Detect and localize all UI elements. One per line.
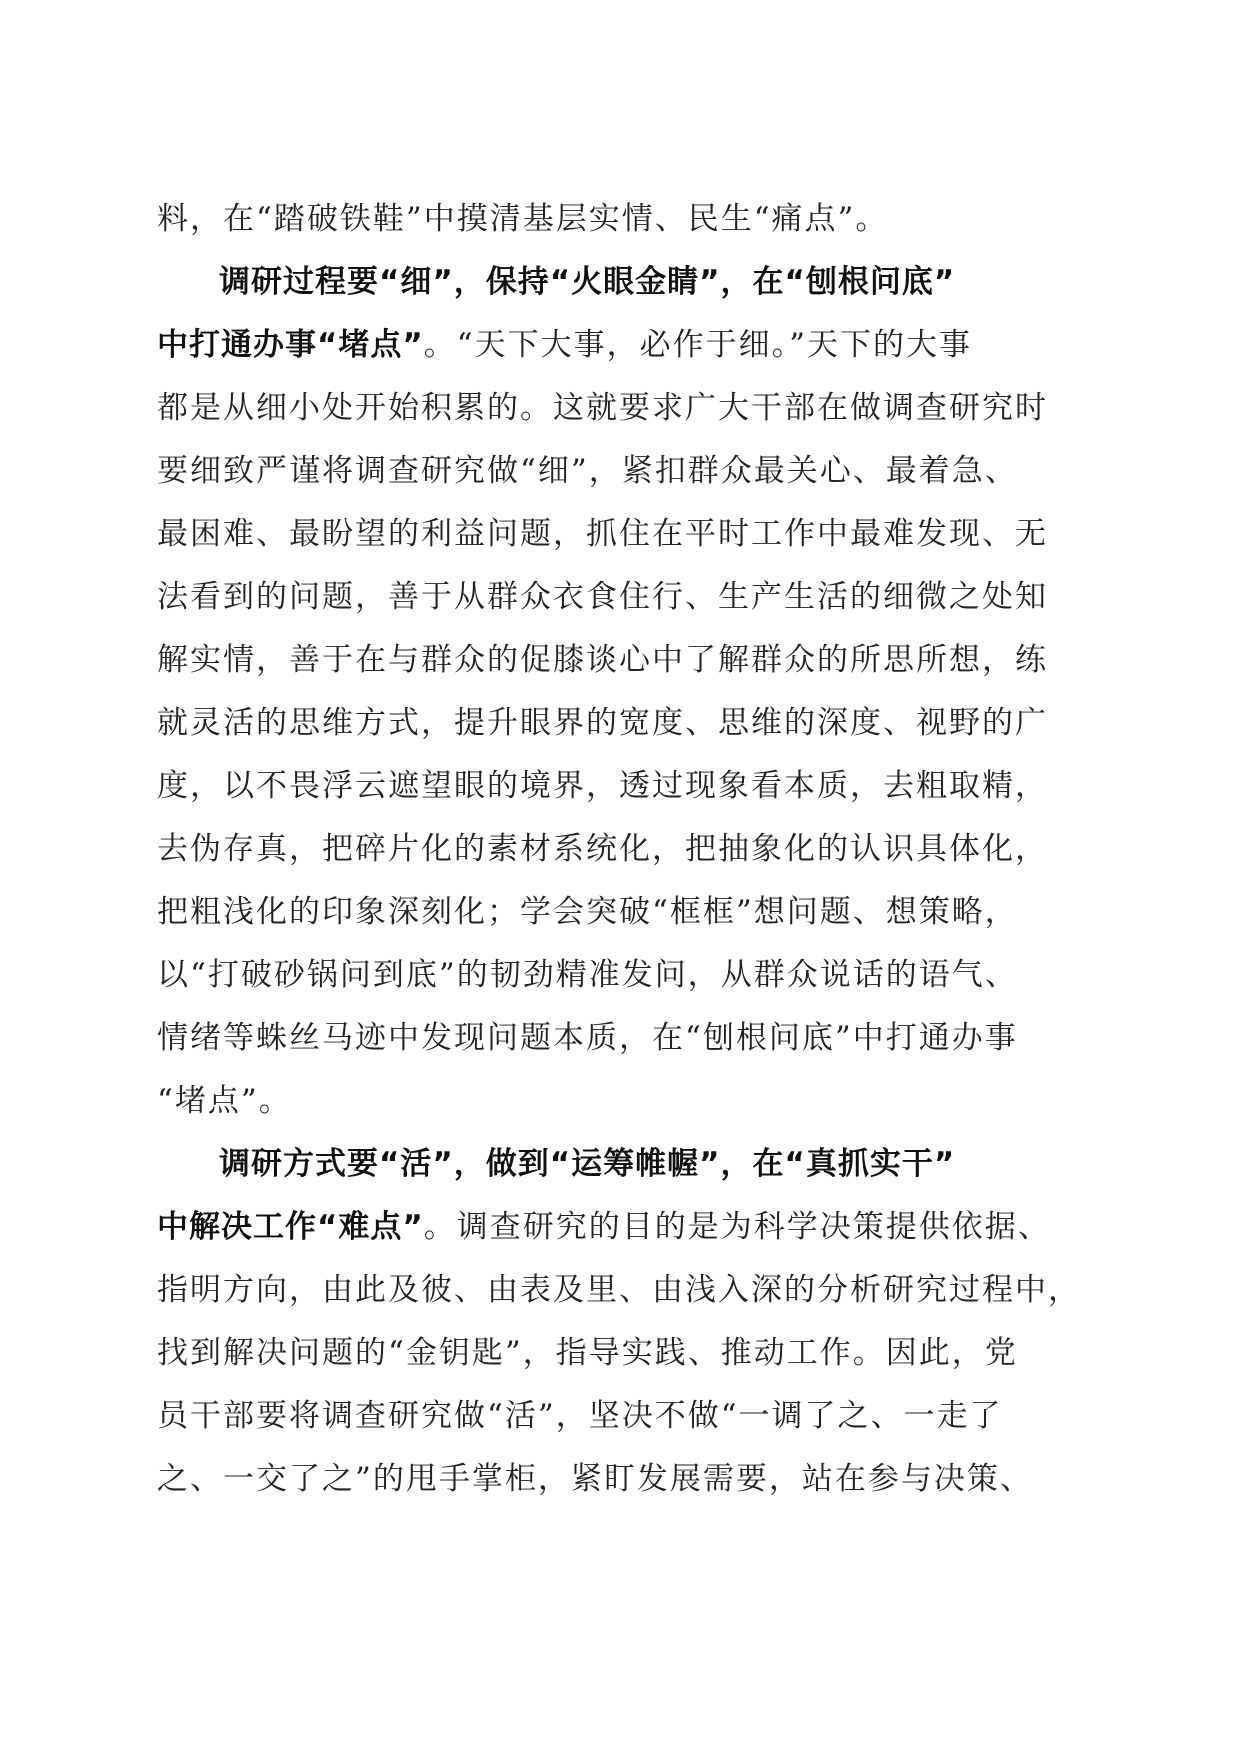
text-line: [157, 1070, 1097, 1133]
section-heading-line: [157, 314, 1097, 377]
text-line: [157, 881, 1097, 944]
line-text: 把粗浅化的印象深刻化；学会突破“框框”想问题、想策略，: [157, 894, 1018, 930]
line-text: 情绪等蛛丝马迹中发现问题本质，在“刨根问底”中打通办事: [157, 1020, 1018, 1056]
text-line: [157, 377, 1097, 440]
section-heading-line: [157, 1196, 1097, 1259]
section-heading: 中打通办事“堵点”: [157, 327, 424, 363]
text-line: [157, 629, 1097, 692]
line-text: “堵点”。: [157, 1083, 292, 1119]
text-line: [157, 944, 1097, 1007]
section-heading: 中解决工作“难点”: [157, 1209, 424, 1245]
line-text: 解实情，善于在与群众的促膝谈心中了解群众的所思所想，练: [157, 642, 1048, 678]
text-line: [157, 1385, 1097, 1448]
text-line: [157, 1448, 1097, 1511]
document-body: [157, 188, 1097, 1511]
line-text: 度，以不畏浮云遮望眼的境界，透过现象看本质，去粗取精，: [157, 768, 1048, 804]
section-heading-line: [157, 1133, 1097, 1196]
text-line: [157, 1007, 1097, 1070]
line-text: 都是从细小处开始积累的。这就要求广大干部在做调查研究时: [157, 390, 1048, 426]
line-text: 就灵活的思维方式，提升眼界的宽度、思维的深度、视野的广: [157, 705, 1048, 741]
text-line: [157, 503, 1097, 566]
text-line: [157, 818, 1097, 881]
line-text: 之、一交了之”的甩手掌柜，紧盯发展需要，站在参与决策、: [157, 1461, 1033, 1497]
text-line: [157, 440, 1097, 503]
text-line: [157, 188, 1097, 251]
text-line: [157, 755, 1097, 818]
line-text: 。“天下大事，必作于细。”天下的大事: [423, 327, 972, 363]
line-text: 要细致严谨将调查研究做“细”，紧扣群众最关心、最着急、: [157, 453, 1018, 489]
line-text: 指明方向，由此及彼、由表及里、由浅入深的分析研究过程中，: [157, 1272, 1081, 1308]
text-line: [157, 566, 1097, 629]
line-text: 法看到的问题，善于从群众衣食住行、生产生活的细微之处知: [157, 579, 1048, 615]
line-text: 找到解决问题的“金钥匙”，指导实践、推动工作。因此，党: [157, 1335, 1018, 1371]
text-line: [157, 1259, 1097, 1322]
section-heading: 调研方式要“活”，做到“运筹帷幄”，在“真抓实干”: [219, 1146, 956, 1182]
text-line: [157, 1322, 1097, 1385]
line-text: 以“打破砂锅问到底”的韧劲精准发问，从群众说话的语气、: [157, 957, 1018, 993]
section-heading: 调研过程要“细”，保持“火眼金睛”，在“刨根问底”: [219, 264, 956, 300]
line-text: 员干部要将调查研究做“活”，坚决不做“一调了之、一走了: [157, 1398, 1003, 1434]
line-text: 最困难、最盼望的利益问题，抓住在平时工作中最难发现、无: [157, 516, 1048, 552]
line-text: 料，在“踏破铁鞋”中摸清基层实情、民生“痛点”。: [157, 201, 889, 237]
text-line: [157, 692, 1097, 755]
line-text: 去伪存真，把碎片化的素材系统化，把抽象化的认识具体化，: [157, 831, 1048, 867]
section-heading-line: [157, 251, 1097, 314]
line-text: 。调查研究的目的是为科学决策提供依据、: [423, 1209, 1051, 1245]
